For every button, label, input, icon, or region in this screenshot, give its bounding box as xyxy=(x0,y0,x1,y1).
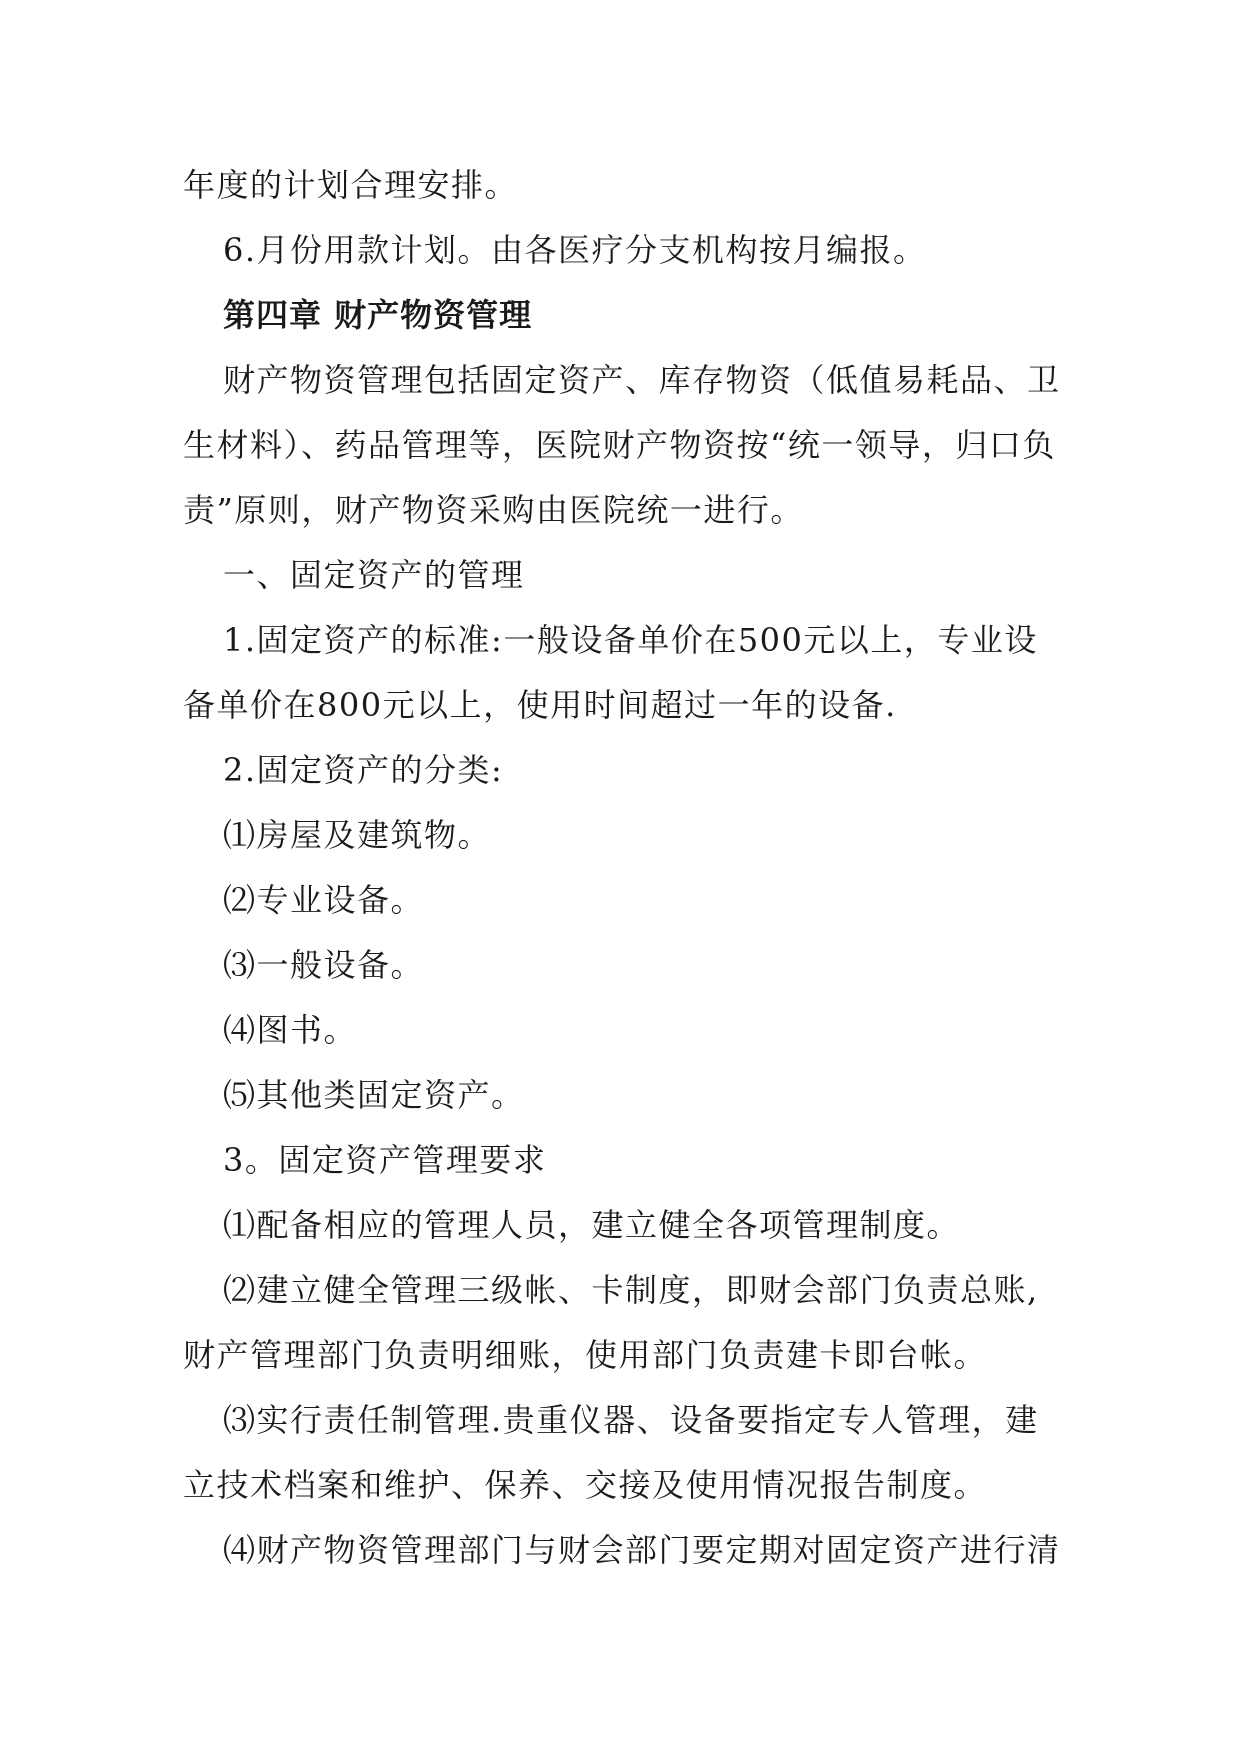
paragraph: 年度的计划合理安排。 xyxy=(183,166,519,204)
paragraph: 2.固定资产的分类: xyxy=(223,751,504,789)
list-item: ⑷图书。 xyxy=(223,1011,358,1049)
list-item: ⑵建立健全管理三级帐、卡制度，即财会部门负责总账,财产管理部门负责明细账，使用部门负责建卡即台帐。 xyxy=(183,1271,1039,1374)
list-item: ⑶实行责任制管理.贵重仪器、设备要指定专人管理，建立技术档案和维护、保养、交接及使用情况报告制度。 xyxy=(183,1401,1039,1504)
list-item: ⑴房屋及建筑物。 xyxy=(223,816,492,854)
list-item: ⑶一般设备。 xyxy=(223,946,425,984)
paragraph: 财产物资管理包括固定资产、库存物资（低值易耗品、卫生材料）、药品管理等，医院财产物资按“统一领导，归口负责”原则，财产物资采购由医院统一进行。 xyxy=(183,361,1061,529)
document-body xyxy=(183,153,1063,1583)
list-item: ⑴配备相应的管理人员，建立健全各项管理制度。 xyxy=(223,1206,961,1244)
list-item: ⑷财产物资管理部门与财会部门要定期对固定资产进行清 xyxy=(223,1531,1061,1569)
section-heading: 一、固定资产的管理 xyxy=(223,556,525,594)
paragraph: 1.固定资产的标准:一般设备单价在500元以上，专业设备单价在800元以上，使用时间超过一年的设备. xyxy=(183,621,1038,724)
chapter-heading: 第四章 财产物资管理 xyxy=(223,296,533,334)
list-item: ⑸其他类固定资产。 xyxy=(223,1076,525,1114)
list-item: ⑵专业设备。 xyxy=(223,881,425,919)
paragraph: 3。固定资产管理要求 xyxy=(223,1141,547,1179)
paragraph: 6.月份用款计划。由各医疗分支机构按月编报。 xyxy=(223,231,927,269)
